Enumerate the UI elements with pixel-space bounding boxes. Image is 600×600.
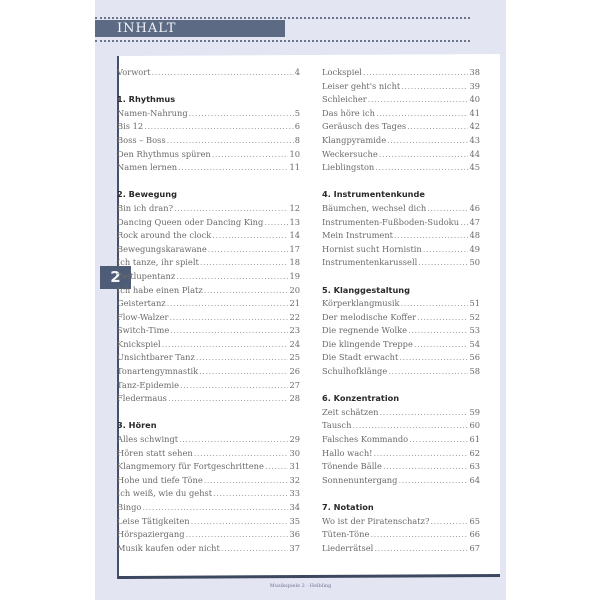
entry-page: 38 bbox=[469, 67, 480, 77]
toc-entry[interactable] bbox=[117, 297, 300, 311]
entry-title: Zeitlupentanz bbox=[117, 270, 176, 281]
dot-leader bbox=[186, 528, 289, 542]
entry-title: Hallo wach! bbox=[322, 447, 373, 458]
toc-entry[interactable] bbox=[322, 80, 480, 94]
dot-leader bbox=[408, 324, 468, 338]
dot-leader bbox=[189, 107, 294, 121]
header-bar bbox=[95, 20, 285, 37]
entry-title: Ich weiß, wie du gehst bbox=[117, 488, 213, 499]
spacer bbox=[117, 80, 300, 94]
entry-title: Hören statt sehen bbox=[117, 447, 193, 458]
entry-page: 50 bbox=[469, 257, 480, 268]
entry-title: Namen lernen bbox=[117, 162, 178, 173]
toc-entry[interactable] bbox=[117, 392, 300, 406]
entry-title: Liederrätsel bbox=[322, 542, 374, 553]
entry-title: Den Rhythmus spüren bbox=[117, 148, 211, 159]
dot-leader bbox=[430, 515, 468, 529]
dot-leader bbox=[399, 351, 468, 365]
section-heading-notation: 7. Notation bbox=[322, 502, 374, 512]
toc-entry[interactable] bbox=[322, 311, 480, 325]
toc-entry[interactable] bbox=[322, 256, 480, 270]
entry-title: Geistertanz bbox=[117, 298, 166, 309]
toc-entry[interactable] bbox=[322, 202, 480, 216]
entry-page: 42 bbox=[469, 121, 480, 132]
spacer bbox=[322, 487, 480, 501]
toc-entry[interactable] bbox=[117, 433, 300, 447]
toc-entry[interactable] bbox=[322, 148, 480, 162]
toc-entry[interactable] bbox=[322, 433, 480, 447]
entry-page: 12 bbox=[289, 202, 300, 213]
toc-entry[interactable] bbox=[117, 487, 300, 501]
section-heading-klanggestaltung: 5. Klanggestaltung bbox=[322, 284, 410, 295]
spacer bbox=[322, 270, 480, 284]
toc-entry[interactable] bbox=[322, 406, 480, 420]
entry-page: 52 bbox=[469, 311, 480, 322]
entry-page: 5 bbox=[294, 107, 300, 118]
entry-page: 22 bbox=[289, 311, 300, 322]
spacer bbox=[322, 379, 480, 393]
entry-page: 54 bbox=[469, 338, 480, 349]
entry-page: 24 bbox=[289, 338, 300, 349]
entry-title: Rock around the clock bbox=[117, 230, 212, 241]
entry-title: Geräusch des Tages bbox=[322, 121, 407, 132]
entry-page: 62 bbox=[469, 447, 480, 458]
entry-title: Switch-Time bbox=[117, 325, 170, 336]
dot-leader bbox=[264, 216, 288, 230]
toc-entry[interactable] bbox=[117, 216, 300, 230]
toc-entry[interactable] bbox=[117, 542, 300, 556]
entry-title: Hörspaziergang bbox=[117, 529, 185, 540]
dot-leader bbox=[423, 243, 469, 257]
dot-leader bbox=[379, 148, 469, 162]
toc-entry[interactable] bbox=[322, 216, 480, 230]
entry-page: 4 bbox=[294, 67, 300, 77]
toc-entry[interactable] bbox=[117, 134, 300, 148]
entry-title: Vorwort bbox=[117, 67, 151, 77]
section-heading-hoeren: 3. Hören bbox=[117, 420, 157, 431]
entry-title: Sonnenuntergang bbox=[322, 474, 398, 485]
toc-entry[interactable] bbox=[117, 229, 300, 243]
entry-title: Tönende Bälle bbox=[322, 461, 382, 472]
section-heading-konzentration: 6. Konzentration bbox=[322, 393, 400, 404]
entry-page: 45 bbox=[469, 162, 480, 173]
entry-page: 41 bbox=[469, 107, 480, 118]
spacer bbox=[117, 406, 300, 420]
entry-title: Körperklangmusik bbox=[322, 298, 400, 309]
entry-page: 32 bbox=[289, 474, 300, 485]
entry-page: 30 bbox=[289, 447, 300, 458]
toc-entry[interactable] bbox=[322, 66, 480, 80]
entry-page: 29 bbox=[289, 434, 300, 445]
dot-leader bbox=[144, 120, 294, 134]
entry-title: Bewegungskarawane bbox=[117, 243, 207, 254]
entry-title: Unsichtbarer Tanz bbox=[117, 352, 195, 363]
entry-page: 6 bbox=[294, 121, 300, 132]
dot-leader bbox=[398, 474, 468, 488]
toc-entry[interactable] bbox=[322, 528, 480, 542]
dot-leader bbox=[204, 284, 289, 298]
entry-title: Lieblingston bbox=[322, 162, 375, 173]
entry-page: 66 bbox=[469, 529, 480, 540]
toc-entry[interactable] bbox=[322, 351, 480, 365]
toc-entry[interactable] bbox=[322, 542, 480, 556]
dot-leader bbox=[167, 134, 294, 148]
toc-left-column bbox=[117, 66, 300, 555]
entry-title: Klangpyramide bbox=[322, 134, 387, 145]
dot-leader bbox=[374, 542, 468, 556]
spacer bbox=[117, 175, 300, 189]
entry-page: 37 bbox=[289, 542, 300, 553]
entry-page: 20 bbox=[289, 284, 300, 295]
dot-leader bbox=[196, 351, 289, 365]
entry-page: 49 bbox=[469, 243, 480, 254]
dot-leader bbox=[170, 311, 289, 325]
dot-leader bbox=[417, 311, 468, 325]
entry-title: Bingo bbox=[117, 502, 142, 512]
entry-page: 63 bbox=[469, 461, 480, 472]
entry-page: 21 bbox=[289, 298, 300, 309]
dot-leader bbox=[142, 501, 288, 515]
entry-page: 35 bbox=[289, 515, 300, 526]
entry-title: Tanz-Epidemie bbox=[117, 379, 180, 390]
entry-page: 27 bbox=[289, 379, 300, 390]
toc-entry[interactable] bbox=[117, 474, 300, 488]
entry-page: 13 bbox=[289, 216, 300, 227]
entry-page: 67 bbox=[469, 542, 480, 553]
entry-title: Leiser geht's nicht bbox=[322, 80, 401, 91]
dot-leader bbox=[401, 80, 468, 94]
dot-leader bbox=[370, 528, 468, 542]
toc-entry[interactable] bbox=[117, 515, 300, 529]
dot-leader bbox=[388, 365, 468, 379]
dot-leader bbox=[180, 379, 288, 393]
toc-entry[interactable] bbox=[117, 460, 300, 474]
dot-leader bbox=[376, 107, 468, 121]
entry-page: 65 bbox=[469, 515, 480, 526]
dot-leader bbox=[200, 256, 289, 270]
toc-entry[interactable] bbox=[322, 338, 480, 352]
toc-entry[interactable] bbox=[322, 107, 480, 121]
entry-title: Boss – Boss bbox=[117, 134, 166, 145]
entry-title: Bis 12 bbox=[117, 121, 144, 132]
entry-page: 64 bbox=[469, 474, 480, 485]
section-heading-bewegung: 2. Bewegung bbox=[117, 189, 177, 200]
entry-title: Das höre ich bbox=[322, 107, 375, 118]
toc-entry[interactable] bbox=[322, 447, 480, 461]
toc-entry[interactable] bbox=[117, 148, 300, 162]
toc-entry[interactable] bbox=[117, 243, 300, 257]
entry-title: Falsches Kommando bbox=[322, 434, 409, 445]
entry-page: 28 bbox=[289, 393, 300, 404]
toc-entry[interactable] bbox=[322, 229, 480, 243]
dot-leader bbox=[178, 161, 288, 175]
entry-page: 33 bbox=[289, 488, 300, 499]
entry-page: 14 bbox=[289, 230, 300, 241]
entry-page: 39 bbox=[469, 80, 480, 91]
dot-leader bbox=[414, 338, 469, 352]
entry-title: Tüten-Töne bbox=[322, 529, 370, 540]
entry-page: 17 bbox=[289, 243, 300, 254]
dot-leader bbox=[199, 365, 288, 379]
toc-entry[interactable] bbox=[117, 338, 300, 352]
entry-title: Hornist sucht Hornistin bbox=[322, 243, 422, 254]
entry-page: 46 bbox=[469, 202, 480, 213]
entry-page: 19 bbox=[289, 270, 300, 281]
entry-page: 23 bbox=[289, 325, 300, 336]
dot-leader bbox=[162, 338, 289, 352]
entry-page: 25 bbox=[289, 352, 300, 363]
entry-title: Der melodische Koffer bbox=[322, 311, 417, 322]
toc-entry[interactable] bbox=[117, 379, 300, 393]
dot-leader bbox=[363, 66, 468, 80]
dot-leader bbox=[379, 406, 468, 420]
dot-leader bbox=[168, 392, 289, 406]
toc-entry[interactable] bbox=[117, 120, 300, 134]
toc-entry[interactable] bbox=[322, 297, 480, 311]
dot-leader bbox=[394, 229, 468, 243]
toc-entry[interactable] bbox=[117, 528, 300, 542]
entry-title: Mein Instrument bbox=[322, 230, 394, 241]
entry-page: 36 bbox=[289, 529, 300, 540]
toc-entry[interactable] bbox=[117, 161, 300, 175]
entry-page: 10 bbox=[289, 148, 300, 159]
entry-page: 40 bbox=[469, 94, 480, 105]
dot-leader bbox=[204, 474, 289, 488]
dot-leader bbox=[383, 460, 469, 474]
entry-title: Schulhofklänge bbox=[322, 366, 388, 377]
entry-page: 26 bbox=[289, 366, 300, 377]
dot-leader bbox=[409, 433, 468, 447]
toc-entry[interactable] bbox=[322, 93, 480, 107]
entry-title: Die Stadt erwacht bbox=[322, 352, 399, 363]
entry-title: Fledermaus bbox=[117, 393, 167, 404]
entry-title: Weckersuche bbox=[322, 148, 378, 159]
entry-title: Ich habe einen Platz bbox=[117, 284, 203, 295]
entry-title: Dancing Queen oder Dancing King bbox=[117, 216, 264, 227]
entry-title: Hohe und tiefe Töne bbox=[117, 474, 203, 485]
dot-leader bbox=[387, 134, 468, 148]
dot-leader bbox=[418, 256, 468, 270]
toc-entry[interactable] bbox=[117, 284, 300, 298]
dot-leader bbox=[212, 148, 289, 162]
toc-entry[interactable] bbox=[117, 351, 300, 365]
dot-leader bbox=[221, 542, 289, 556]
toc-entry[interactable] bbox=[322, 419, 480, 433]
entry-title: Die regnende Wolke bbox=[322, 325, 408, 336]
toc-entry[interactable] bbox=[322, 365, 480, 379]
chapter-tab: 2 bbox=[100, 266, 131, 289]
dot-leader bbox=[194, 447, 289, 461]
entry-title: Lockspiel bbox=[322, 67, 362, 77]
dot-leader bbox=[179, 433, 288, 447]
header-dotted-rule-top bbox=[95, 17, 470, 19]
dot-leader bbox=[374, 447, 469, 461]
entry-page: 53 bbox=[469, 325, 480, 336]
dot-leader bbox=[208, 243, 289, 257]
dot-leader bbox=[191, 515, 289, 529]
toc-entry[interactable] bbox=[322, 474, 480, 488]
entry-title: Instrumenten-Fußboden-Sudoku bbox=[322, 216, 460, 227]
entry-page: 31 bbox=[289, 461, 300, 472]
entry-title: Musik kaufen oder nicht bbox=[117, 542, 220, 553]
dot-leader bbox=[427, 202, 468, 216]
entry-page: 48 bbox=[469, 230, 480, 241]
entry-title: Die klingende Treppe bbox=[322, 338, 413, 349]
entry-title: Instrumentenkarussell bbox=[322, 257, 418, 268]
entry-page: 8 bbox=[294, 134, 300, 145]
entry-page: 61 bbox=[469, 434, 480, 445]
toc-entry[interactable] bbox=[117, 107, 300, 121]
entry-page: 56 bbox=[469, 352, 480, 363]
toc-entry[interactable] bbox=[117, 447, 300, 461]
toc-entry[interactable] bbox=[322, 243, 480, 257]
spacer bbox=[322, 175, 480, 189]
entry-title: Alles schwingt bbox=[117, 434, 179, 445]
toc-entry[interactable] bbox=[117, 270, 300, 284]
entry-page: 58 bbox=[469, 366, 480, 377]
entry-title: Tonartengymnastik bbox=[117, 366, 199, 377]
entry-title: Flow-Walzer bbox=[117, 311, 169, 322]
dot-leader bbox=[368, 93, 469, 107]
entry-page: 51 bbox=[469, 298, 480, 309]
toc-entry[interactable] bbox=[322, 324, 480, 338]
toc-entry[interactable] bbox=[322, 120, 480, 134]
dot-leader bbox=[460, 216, 468, 230]
entry-title: Schleicher bbox=[322, 94, 367, 105]
entry-title: Klangmemory für Fortgeschrittene bbox=[117, 461, 264, 472]
entry-page: 11 bbox=[289, 162, 300, 173]
entry-title: Leise Tätigkeiten bbox=[117, 515, 190, 526]
dot-leader bbox=[407, 120, 468, 134]
dot-leader bbox=[401, 297, 469, 311]
dot-leader bbox=[375, 161, 468, 175]
toc-right-column bbox=[322, 66, 480, 555]
toc-entry[interactable] bbox=[117, 256, 300, 270]
footer-text: Musikspiele 2 · Helbling bbox=[269, 583, 332, 589]
toc-entry[interactable] bbox=[322, 161, 480, 175]
toc-entry[interactable] bbox=[117, 365, 300, 379]
entry-title: Bin ich dran? bbox=[117, 202, 174, 213]
entry-title: Tausch bbox=[322, 420, 352, 431]
entry-title: Ich tanze, ihr spielt bbox=[117, 257, 199, 268]
dot-leader bbox=[212, 229, 288, 243]
toc-entry[interactable] bbox=[117, 311, 300, 325]
toc-entry[interactable] bbox=[117, 324, 300, 338]
toc-entry[interactable] bbox=[322, 134, 480, 148]
section-heading-instrumentenkunde: 4. Instrumentenkunde bbox=[322, 189, 425, 200]
dot-leader bbox=[167, 297, 289, 311]
dot-leader bbox=[176, 270, 288, 284]
toc-entry[interactable] bbox=[117, 202, 300, 216]
entry-page: 47 bbox=[469, 216, 480, 227]
dot-leader bbox=[174, 202, 288, 216]
entry-title: Knickspiel bbox=[117, 338, 161, 349]
entry-page: 34 bbox=[289, 502, 300, 512]
dot-leader bbox=[265, 460, 289, 474]
entry-page: 60 bbox=[469, 420, 480, 431]
toc-entry[interactable] bbox=[322, 515, 480, 529]
entry-title: Namen-Nahrung bbox=[117, 107, 188, 118]
header-dotted-rule-bottom bbox=[95, 40, 470, 42]
entry-title: Wo ist der Piratenschatz? bbox=[322, 515, 430, 526]
entry-page: 18 bbox=[289, 257, 300, 268]
dot-leader bbox=[352, 419, 468, 433]
entry-title: Bäumchen, wechsel dich bbox=[322, 202, 427, 213]
entry-page: 44 bbox=[469, 148, 480, 159]
toc-entry[interactable] bbox=[117, 501, 300, 515]
entry-page: 59 bbox=[469, 406, 480, 417]
entry-title: Zeit schätzen bbox=[322, 406, 379, 417]
dot-leader bbox=[213, 487, 288, 501]
section-heading-rhythmus: 1. Rhythmus bbox=[117, 94, 176, 105]
page-title: INHALT bbox=[117, 21, 177, 36]
dot-leader bbox=[152, 66, 294, 80]
dot-leader bbox=[170, 324, 288, 338]
toc-entry[interactable] bbox=[322, 460, 480, 474]
entry-page: 43 bbox=[469, 134, 480, 145]
toc-entry-vorwort[interactable] bbox=[117, 66, 300, 80]
